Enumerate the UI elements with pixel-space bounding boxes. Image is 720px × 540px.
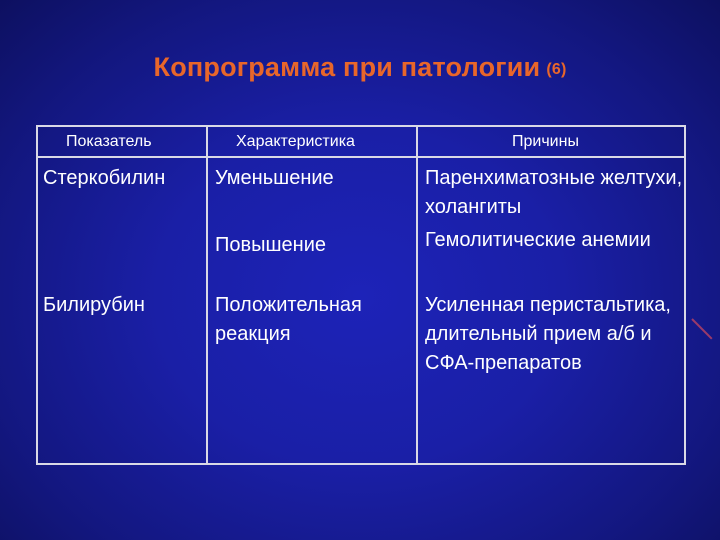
slide-title: [0, 52, 720, 83]
header-causes: Причины: [512, 133, 579, 150]
header-characteristic: Характеристика: [236, 133, 355, 150]
header-indicator: Показатель: [66, 133, 152, 150]
row1-cause-1: Паренхиматозные желтухи, холангиты: [425, 167, 683, 218]
row1-cause-2: Гемолитические анемии: [425, 229, 651, 251]
coprogram-table: [36, 125, 686, 465]
row1-characteristic-1: Уменьшение: [215, 167, 334, 189]
row2-characteristic: Положительная реакция: [215, 294, 362, 345]
title-text: Копрограмма при патологии: [153, 52, 541, 82]
header-divider: [38, 156, 684, 158]
row2-cause: Усиленная перистальтика, длительный прием а/б и СФА-препаратов: [425, 294, 671, 374]
column-divider: [416, 127, 418, 463]
decorative-line: [691, 318, 712, 339]
row2-indicator: Билирубин: [43, 294, 145, 316]
column-divider: [206, 127, 208, 463]
row1-indicator: Стеркобилин: [43, 167, 166, 189]
row1-characteristic-2: Повышение: [215, 234, 327, 256]
title-note: (6): [546, 61, 567, 78]
